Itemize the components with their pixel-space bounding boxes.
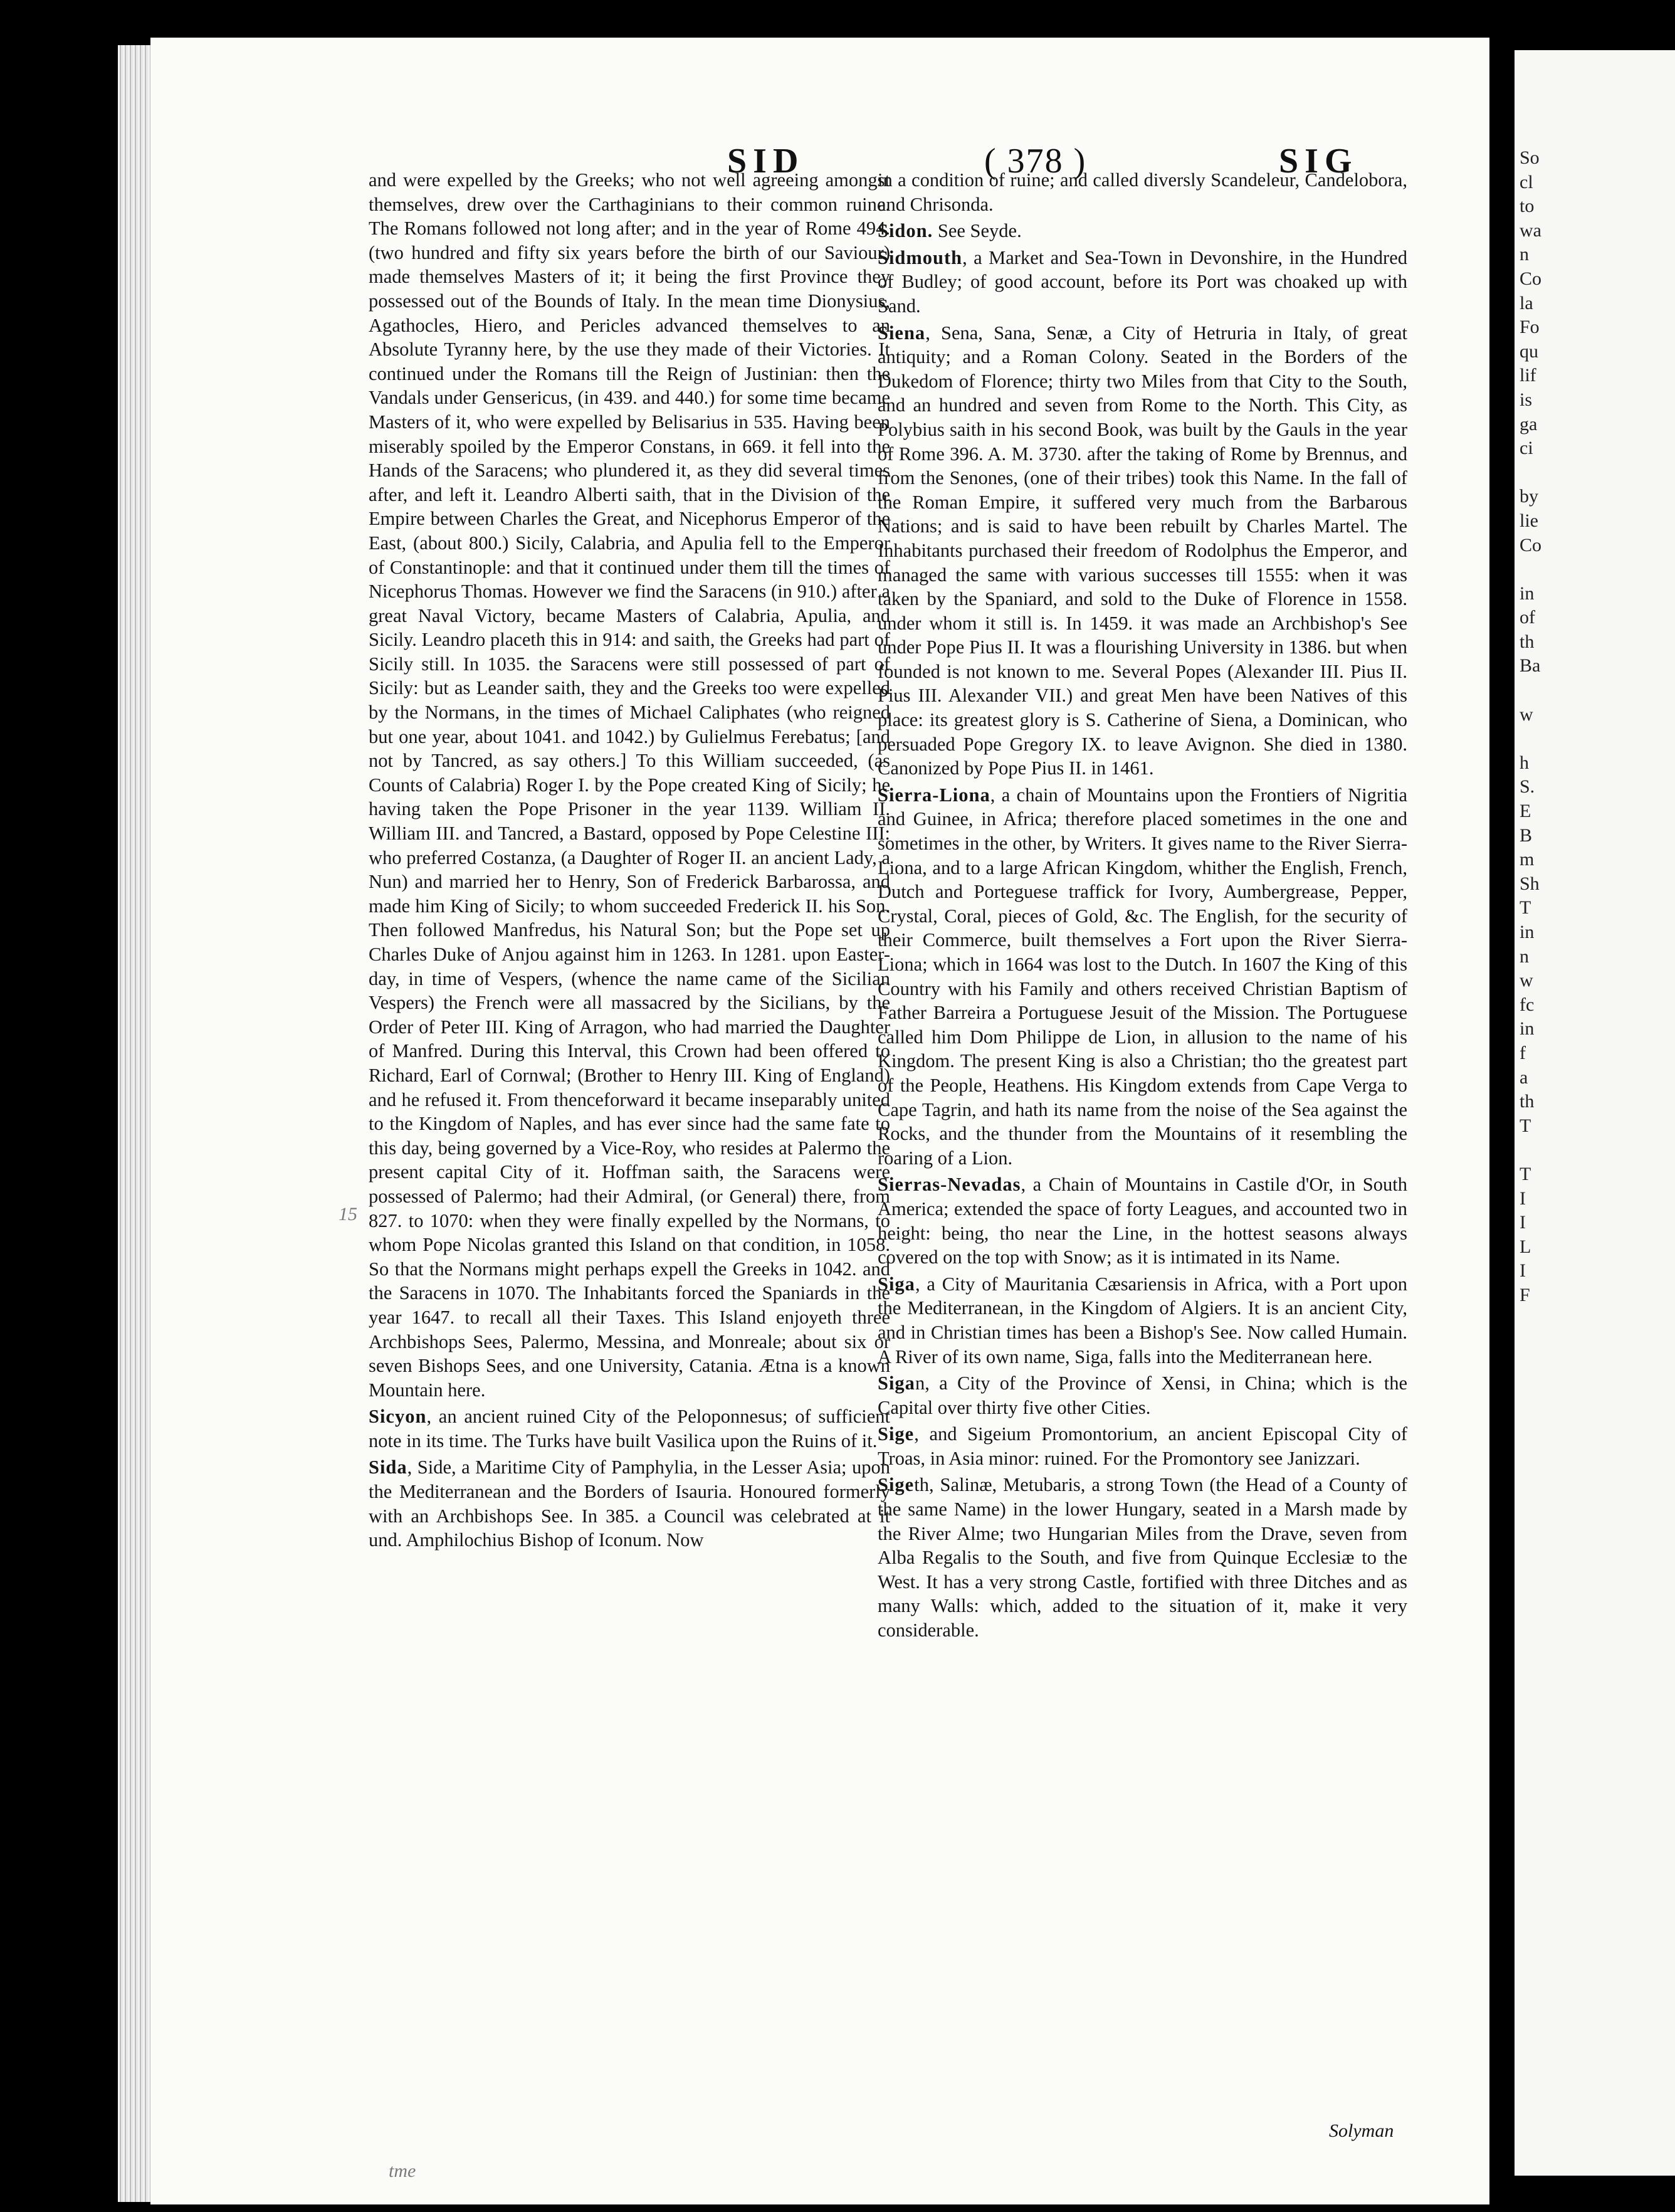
entry-sidon: Sidon. See Seyde. bbox=[878, 220, 1022, 242]
entry-sigan: Sigan, a City of the Province of Xensi, in China; which is the Capital over thirty five other Cities. bbox=[878, 1372, 1407, 1418]
page-stack-edge bbox=[118, 45, 152, 2202]
facing-page-line: to bbox=[1520, 196, 1535, 217]
entry-sicily-continued: and were expelled by the Greeks; who not well agreeing amongst themselves, drew over the Carthaginians to their common ruine. The Romans followed not long after; and in the year of Rome 494. (two hundred and fifty six years before the birth of our Saviour) made themselves Masters of it; it being the first Province they possessed out of the Bounds of Italy. In the mean time Dionysius, Agathocles, Hiero, and Pericles advanced themselves to an Absolute Tyranny here, by the use they made of their Victories. It continued under the Romans till the Reign of Justinian: then the Vandals under Gensericus, (in 439. and 440.) for some time became Masters of it, who were expelled by Belisarius in 535. Having been miserably spoiled by the Emperor Constans, in 669. it fell into the Hands of the Saracens; who plundered it, as they did several times after, and left it. Leandro Alberti saith, that in the Division of the Empire between Charles the Great, and Nicephorus Emperor of the East, (about 800.) Sicily, Calabria, and Apulia fell to the Emperor of Constantinople: and that it continued under them till the times of Nicephorus Thomas. However we find the Saracens (in 910.) after a great Naval Victory, became Masters of Calabria, Apulia, and Sicily. Leandro placeth this in 914: and saith, the Greeks had part of Sicily still. In 1035. the Saracens were still possessed of part of Sicily: but as Leander saith, they and the Greeks too were expelled by the Normans, in the times of Michael Caliphates (who reigned but one year, about 1041. and 1042.) by Gulielmus Ferebatus; [and not by Tancred, as say others.] To this William succeeded, (as Counts of Calabria) Roger I. by the Pope created King of Sicily; he having taken the Pope Prisoner in the year 1139. William II. William III. and Tancred, a Bastard, opposed by Pope Celestine III: who preferred Costanza, (a Daughter of Roger II. an ancient Lady, a Nun) and married her to Henry, Son of Frederick Barbarossa, and made him King of Sicily; to whom succeeded Frederick II. his Son. Then followed Manfredus, his Natural Son; but the Pope set up Charles Duke of Anjou against him in 1263. In 1281. upon Easter-day, in time of Vespers, (whence the name came of the Sicilian Vespers) the French were all massacred by the Sicilians, by the Order of Peter III. King of Arragon, who had married the Daughter of Manfred. During this Interval, this Crown had been offered to Richard, Earl of Cornwal; (Brother to Henry III. King of England) and he refused it. From thenceforward it became inseparably united to the Kingdom of Naples, and has ever since had the same fate to this day, being governed by a Vice-Roy, who resides at Palermo the present capital City of it. Hoffman saith, the Saracens were possessed of Palermo; had their Admiral, (or General) there, from 827. to 1070: when they were finally expelled by the Normans, to whom Pope Nicolas granted this Island on that condition, in 1058. So that the Normans might perhaps expell the Greeks in 1042. and the Saracens in 1070. The Inhabitants forced the Spaniards in the year 1647. to recall all their Taxes. This Island enjoyeth three Archbishops Sees, Palermo, Messina, and Monreale; about six or seven Bishops Sees, and one University, Catania. Ætna is a known Mountain here. bbox=[369, 169, 890, 1401]
facing-page-line: Co bbox=[1520, 268, 1542, 289]
facing-page-text bbox=[1515, 147, 1541, 1309]
facing-page-line: L bbox=[1520, 1236, 1531, 1257]
entry-siga: Siga, a City of Mauritania Cæsariensis in Africa, with a Port upon the Mediterranean, in the Kingdom of Algiers. It is an ancient City, and in Christian times has been a Bishop's See. Now called Humain. A River of its own name, Siga, falls into the Mediterranean here. bbox=[878, 1273, 1407, 1367]
facing-page-line: n bbox=[1520, 945, 1529, 967]
facing-page-line: ga bbox=[1520, 413, 1538, 434]
facing-page-line bbox=[1515, 559, 1541, 583]
facing-page-line: Sh bbox=[1520, 873, 1540, 894]
facing-page-line bbox=[1515, 462, 1541, 487]
entry-headword: Sidon. bbox=[878, 220, 933, 242]
entry-headword: Sierras-Nevadas bbox=[878, 1174, 1021, 1196]
running-head-left: SID bbox=[727, 142, 805, 181]
entry-sierras-nevadas: Sierras-Nevadas, a Chain of Mountains in Castile d'Or, in South America; extended the space of forty Leagues, and accounted two in height: being, tho near the Line, in the hottest seasons always covered on the top with Snow; as it is intimated in its Name. bbox=[878, 1174, 1407, 1268]
text-column-right bbox=[878, 168, 1407, 1645]
facing-page-line: is bbox=[1520, 389, 1533, 410]
entry-headword: Sierra-Liona bbox=[878, 784, 990, 806]
entry-sicyon: Sicyon, an ancient ruined City of the Peloponnesus; of sufficient note in its time. The Turks have built Vasilica upon the Ruins of it. bbox=[369, 1406, 890, 1451]
facing-page-line bbox=[1515, 680, 1541, 704]
facing-page-line: w bbox=[1520, 703, 1533, 725]
facing-page-line: m bbox=[1520, 849, 1535, 870]
facing-page-line: I bbox=[1520, 1212, 1526, 1233]
entry-sierra-liona: Sierra-Liona, a chain of Mountains upon the Frontiers of Nigritia and Guinee, in Africa; therefore placed sometimes in the one and sometimes in the other, by Writers. It gives name to the River Sierra-Liona, and to a large African Kingdom, whither the English, French, Dutch and Porteguese traffick for Ivory, Aumbergrease, Pepper, Crystal, Coral, pieces of Gold, &c. The English, for the security of their Commerce, built themselves a Fort upon the River Sierra-Liona; which in 1664 was lost to the Dutch. In 1607 the King of this Country with his Family and others received Christian Baptism of Father Barreira a Portuguese Jesuit of the Mission. The Portuguese called him Dom Philippe de Lion, in allusion to the name of his Kingdom. The present King is also a Christian; tho the greatest part of the People, Heathens. His Kingdom extends from Cape Verga to Cape Tagrin, and hath its name from the noise of the Sea against the Rocks, and the thunder from the Mountains of it resembling the roaring of a Lion. bbox=[878, 784, 1407, 1169]
facing-page-line: S. bbox=[1520, 776, 1535, 798]
facing-page-line: lif bbox=[1520, 365, 1536, 386]
entry-headword: Siga bbox=[878, 1273, 915, 1295]
entry-sida: Sida, Side, a Maritime City of Pamphylia, in the Lesser Asia; upon the Mediterranean and the Borders of Isauria. Honoured formerly with an Archbishops See. In 385. a Council was celebrated at it und. Amphilochius Bishop of Iconum. Now bbox=[369, 1456, 890, 1551]
entry-headword: Siena bbox=[878, 322, 926, 344]
facing-page-line: cl bbox=[1520, 171, 1533, 192]
facing-page-line: T bbox=[1520, 1115, 1531, 1136]
entry-sigeth: Sigeth, Salinæ, Metubaris, a strong Town (the Head of a County of the same Name) in the lower Hungary, seated in a Marsh made by the River Alme; two Hungarian Miles from the Drave, seven from Alba Regalis to the South, and five from Quinque Ecclesiæ to the West. It has a very strong Castle, fortified with three Ditches and as many Walls: which, added to the situation of it, make it very considerable. bbox=[878, 1474, 1407, 1641]
facing-page-line: in bbox=[1520, 1018, 1535, 1040]
entry-sige: Sige, and Sigeium Promontorium, an ancient Episcopal City of Troas, in Asia minor: ruined. For the Promontory see Janizzari. bbox=[878, 1423, 1407, 1469]
facing-page-line: Co bbox=[1520, 534, 1542, 556]
facing-page-line: E bbox=[1520, 801, 1531, 822]
facing-page-line: la bbox=[1520, 292, 1533, 313]
catchword: Solyman bbox=[1329, 2120, 1394, 2141]
entry-headword: Sige bbox=[878, 1423, 915, 1445]
facing-page-line: th bbox=[1520, 631, 1535, 652]
entry-sida-continued: in a condition of ruine; and called diversly Scandeleur, Candelobora, and Chrisonda. bbox=[878, 169, 1407, 215]
facing-page-line: a bbox=[1520, 1066, 1528, 1088]
facing-page-line: th bbox=[1520, 1091, 1535, 1112]
facing-page-line: f bbox=[1520, 1042, 1526, 1063]
running-head-right: SIG bbox=[1279, 142, 1358, 181]
facing-page-line: T bbox=[1520, 1163, 1531, 1184]
entry-headword: Sicyon bbox=[369, 1406, 427, 1428]
facing-page-line: by bbox=[1520, 486, 1538, 507]
entry-siena: Siena, Sena, Sana, Senæ, a City of Hetruria in Italy, of great antiquity; and a Roman Colony. Seated in the Borders of the Dukedom of Florence; thirty two Miles from that City to the South, and an hundred and seven from Rome to the North. This City, as Polybius saith in his second Book, was built by the Gauls in the year of Rome 396. A. M. 3730. after the taking of Rome by Brennus, and from the Senones, (one of their tribes) took this Name. In the fall of the Roman Empire, it suffered very much from the Barbarous Nations; and is said to have been rebuilt by Charles Martel. The Inhabitants purchased their freedom of Rodolphus the Emperor, and managed the same with various successes till 1555: when it was taken by the Spaniard, and sold to the Duke of Florence in 1558. under whom it still is. In 1459. it was made an Archbishop's See under Pope Pius II. It was a flourishing University in 1386. but when founded is not known to me. Several Popes (Alexander III. Pius II. Pius III. Alexander VII.) and great Men have been Natives of this place: its greatest glory is S. Catherine of Siena, a Dominican, who persuaded Pope Gregory IX. to leave Avignon. She died in 1380. Canonized by Pope Pius II. in 1461. bbox=[878, 322, 1407, 779]
text-column-left bbox=[369, 168, 890, 1555]
facing-page-line bbox=[1515, 728, 1541, 752]
facing-page-line: n bbox=[1520, 244, 1529, 265]
facing-page-line: F bbox=[1520, 1284, 1530, 1305]
facing-page-line: of bbox=[1520, 607, 1535, 628]
facing-page-line: h bbox=[1520, 752, 1529, 773]
entry-headword: Sige bbox=[878, 1474, 915, 1496]
facing-page-line: I bbox=[1520, 1188, 1526, 1209]
facing-page-line: I bbox=[1520, 1260, 1526, 1282]
facing-page-line: lie bbox=[1520, 510, 1538, 531]
facing-page-line: So bbox=[1520, 147, 1540, 168]
entry-sidmouth: Sidmouth, a Market and Sea-Town in Devonshire, in the Hundred of Budley; of good account, before its Port was choaked up with Sand. bbox=[878, 246, 1407, 317]
facing-page-line: Fo bbox=[1520, 317, 1540, 338]
margin-mark-mid: 15 bbox=[339, 1204, 357, 1224]
facing-page-line: ci bbox=[1520, 438, 1533, 459]
facing-page-fragment bbox=[1515, 50, 1675, 2176]
facing-page-line: w bbox=[1520, 970, 1533, 991]
facing-page-line: qu bbox=[1520, 340, 1538, 362]
facing-page-line: fc bbox=[1520, 994, 1535, 1015]
facing-page-line: Ba bbox=[1520, 655, 1541, 677]
page-gutter bbox=[1489, 0, 1515, 2212]
page-number: ( 378 ) bbox=[984, 142, 1087, 181]
margin-mark-bottom: tme bbox=[389, 2161, 416, 2181]
facing-page-line: in bbox=[1520, 582, 1535, 604]
facing-page-line: in bbox=[1520, 922, 1535, 942]
entry-headword: Sida bbox=[369, 1456, 407, 1478]
entry-headword: Sidmouth bbox=[878, 246, 963, 268]
facing-page-line bbox=[1515, 1139, 1541, 1164]
facing-page-line: wa bbox=[1520, 219, 1541, 241]
entry-headword: Siga bbox=[878, 1372, 915, 1394]
facing-page-line: T bbox=[1520, 897, 1531, 919]
facing-page-line: B bbox=[1520, 824, 1533, 846]
